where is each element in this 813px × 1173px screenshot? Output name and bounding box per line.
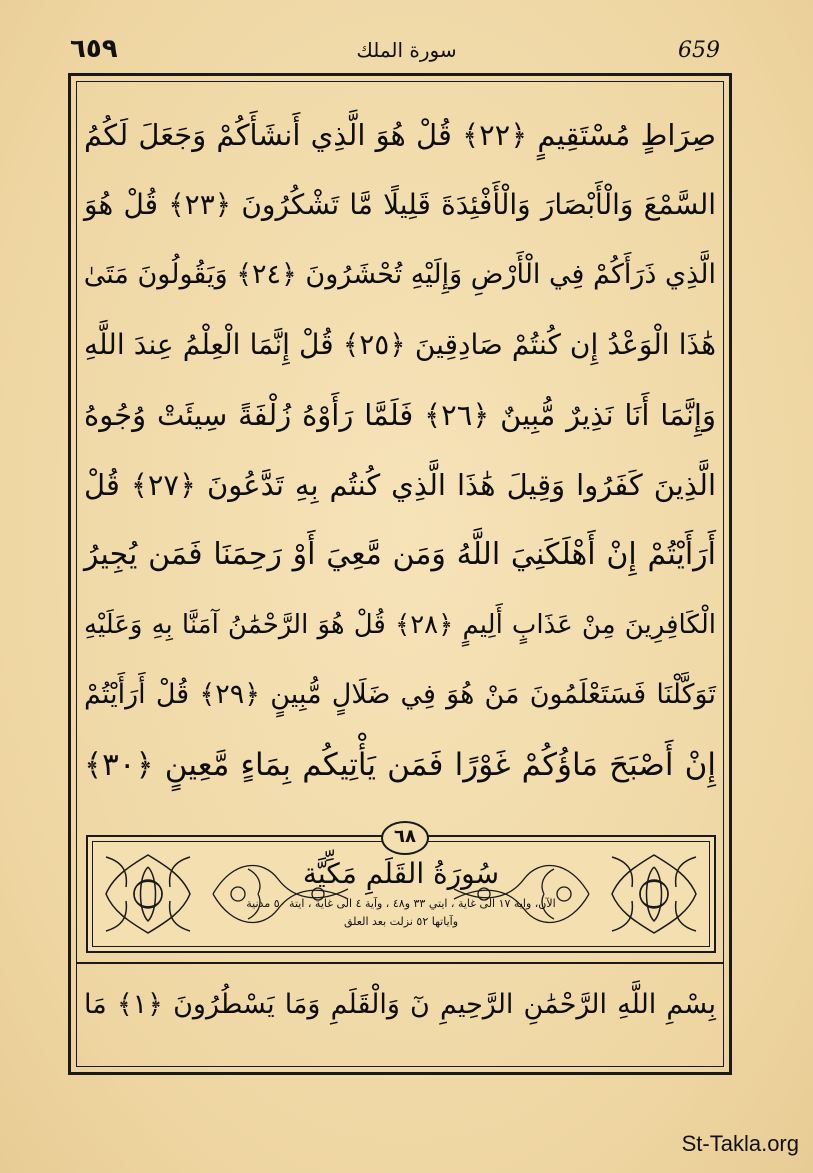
basmala-line: بِسْمِ اللَّهِ الرَّحْمَٰنِ الرَّحِيمِ نٓ وَالْقَلَمِ وَمَا يَسْطُرُونَ ﴿١﴾ مَا — [84, 989, 716, 1020]
watermark: St-Takla.org — [681, 1131, 799, 1156]
verse-line: صِرَاطٍ مُسْتَقِيمٍ ﴿٢٢﴾ قُلْ هُوَ الَّذِي أَنشَأَكُمْ وَجَعَلَ لَكُمُ — [84, 118, 716, 152]
verse-line: تَوَكَّلْنَا فَسَتَعْلَمُونَ مَنْ هُوَ فِي ضَلَالٍ مُّبِينٍ ﴿٢٩﴾ قُلْ أَرَأَيْتُمْ — [84, 679, 716, 710]
verse-line: إِنْ أَصْبَحَ مَاؤُكُمْ غَوْرًا فَمَن يَأْتِيكُم بِمَاءٍ مَّعِينٍ ﴿٣٠﴾ — [84, 747, 716, 783]
verse-line: الْكَافِرِينَ مِنْ عَذَابٍ أَلِيمٍ ﴿٢٨﴾ قُلْ هُوَ الرَّحْمَٰنُ آمَنَّا بِهِ وَعَلَيْهِ — [84, 610, 716, 640]
verse-line: أَرَأَيْتُمْ إِنْ أَهْلَكَنِيَ اللَّهُ وَمَن مَّعِيَ أَوْ رَحِمَنَا فَمَن يُجِيرُ — [84, 537, 716, 572]
page-header — [0, 30, 813, 70]
page-number-arabic: ٦٥٩ — [70, 34, 118, 64]
page-number-latin: 659 — [678, 38, 720, 63]
verse-line: هَٰذَا الْوَعْدُ إِن كُنتُمْ صَادِقِينَ ﴿٢٥﴾ قُلْ إِنَّمَا الْعِلْمُ عِندَ اللَّهِ — [84, 328, 716, 361]
surah-title-header: سورة الملك — [356, 38, 457, 62]
verse-line: الَّذِينَ كَفَرُوا وَقِيلَ هَٰذَا الَّذِي كُنتُم بِهِ تَدَّعُونَ ﴿٢٧﴾ قُلْ — [84, 468, 716, 502]
surah-title: سُورَةُ القَلَمِ مَكِّيَّة — [302, 857, 500, 890]
surah-info-line: الآن، واية ١٧ الى غاية ، ايتي ٣٣ و٤٨ ، وآية ٤ الى غاية ، ايتة ٥٠ مدنية — [246, 897, 556, 910]
verse-line: الَّذِي ذَرَأَكُمْ فِي الْأَرْضِ وَإِلَيْهِ تُحْشَرُونَ ﴿٢٤﴾ وَيَقُولُونَ مَتَىٰ — [83, 259, 716, 290]
verse-line: وَإِنَّمَا أَنَا نَذِيرٌ مُّبِينٌ ﴿٢٦﴾ فَلَمَّا رَأَوْهُ زُلْفَةً سِيئَتْ وُجُوهُ — [84, 398, 716, 432]
verse-text-block — [84, 100, 716, 800]
basmala-text-block — [84, 970, 716, 1040]
divider-line — [76, 962, 724, 964]
surah-number-badge: ٦٨ — [381, 821, 429, 855]
verse-line: السَّمْعَ وَالْأَبْصَارَ وَالْأَفْئِدَةَ قَلِيلًا مَّا تَشْكُرُونَ ﴿٢٣﴾ قُلْ هُوَ — [84, 188, 716, 221]
surah-header-cartouche — [86, 826, 716, 953]
surah-info-line: وآياتها ٥٢ نزلت بعد العلق — [343, 915, 459, 928]
